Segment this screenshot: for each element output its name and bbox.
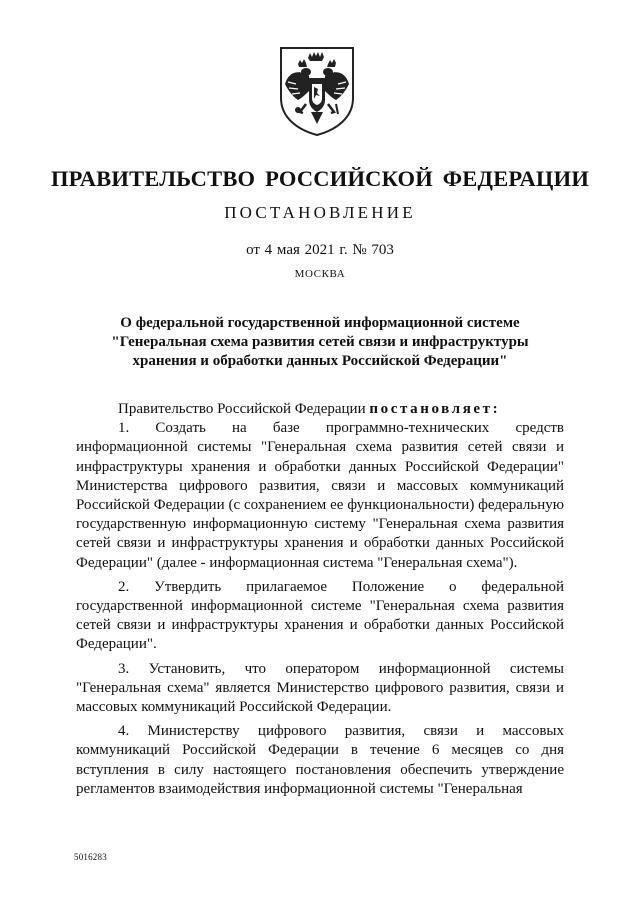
- document-type: ПОСТАНОВЛЕНИЕ: [224, 203, 416, 222]
- footer-document-code: 5016283: [74, 852, 107, 862]
- heading-line-1: О федеральной государственной информационной системе: [120, 315, 520, 331]
- document-date-number: от 4 мая 2021 г. № 703: [246, 242, 394, 258]
- document-body: [76, 400, 564, 804]
- paragraph-3: 3. Установить, что оператором информационной системы "Генеральная схема" является Министерство цифрового развития, связи и массовых коммуникаций Российской Федерации.: [76, 660, 564, 716]
- paragraph-4: 4. Министерству цифрового развития, связи и массовых коммуникаций Российской Федерации в течение 6 месяцев со дня вступления в силу настоящего постановления обеспечить утверждение регламентов взаимодействия информационной системы "Генеральная: [76, 723, 564, 797]
- document-heading: [70, 314, 570, 371]
- document-city: МОСКВА: [294, 268, 346, 280]
- preamble-text: Правительство Российской Федерации: [118, 401, 370, 417]
- heading-line-2: "Генеральная схема развития сетей связи и инфраструктуры: [111, 334, 529, 350]
- preamble-decree-word: постановляет:: [369, 401, 501, 417]
- preamble: [76, 400, 564, 419]
- heading-line-3: хранения и обработки данных Российской Федерации": [132, 353, 508, 369]
- government-title: ПРАВИТЕЛЬСТВО РОССИЙСКОЙ ФЕДЕРАЦИИ: [50, 166, 590, 191]
- paragraph-1: 1. Создать на базе программно-технических средств информационной системы "Генеральная схема развития сетей связи и инфраструктуры хранения и обработки данных Российской Федерации" Министерства цифрового развития, связи и массовых коммуникаций Российской Федерации (с сохранением ее функциональности) федеральную государственную информационную систему "Генеральная схема развития сетей связи и инфраструктуры хранения и обработки данных Российской Федерации" (далее - информационная система "Генеральная схема").: [76, 420, 564, 571]
- coat-of-arms-emblem: [276, 44, 358, 138]
- paragraph-2: 2. Утвердить прилагаемое Положение о федеральной государственной информационной системе "Генеральная схема развития сетей связи и инфраструктуры хранения и обработки данных Российской Федерации".: [76, 578, 564, 653]
